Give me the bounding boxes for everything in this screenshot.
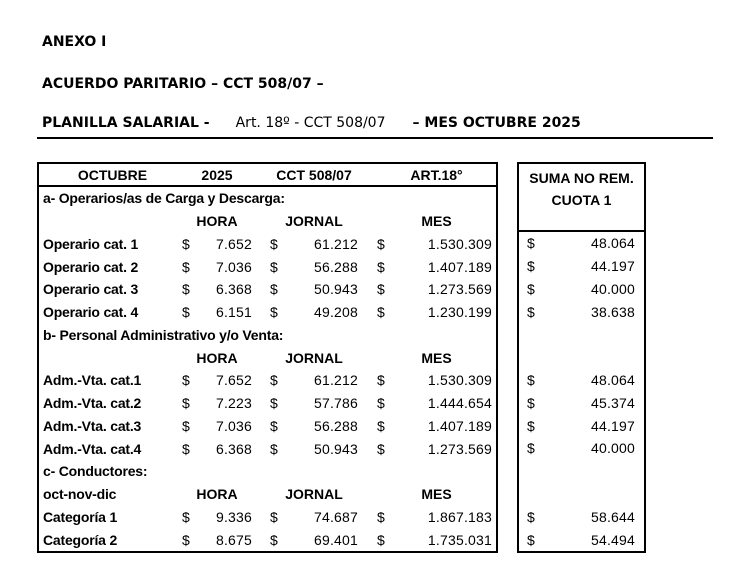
currency-symbol: $ <box>270 417 278 434</box>
currency-symbol: $ <box>377 258 385 275</box>
currency-symbol: $ <box>182 531 190 548</box>
cuota-row <box>519 392 644 415</box>
subheader-row-c <box>39 483 496 506</box>
cuota-row <box>519 437 644 460</box>
cuota-value: 54.494 <box>590 531 635 548</box>
hora-value: 6.151 <box>215 304 252 321</box>
currency-symbol: $ <box>527 440 535 457</box>
row-label: Categoría 2 <box>43 531 118 548</box>
currency-symbol: $ <box>270 395 278 412</box>
cuota-value: 48.064 <box>590 372 635 389</box>
col-label-jornal: JORNAL <box>285 349 343 366</box>
currency-symbol: $ <box>182 508 190 525</box>
currency-symbol: $ <box>182 440 190 457</box>
planilla-month: – MES OCTUBRE 2025 <box>412 115 581 131</box>
hora-value: 7.036 <box>215 258 252 275</box>
currency-symbol: $ <box>270 372 278 389</box>
header-octubre: OCTUBRE <box>77 166 148 183</box>
tables-area <box>37 162 697 553</box>
subheader-row-a <box>39 210 496 233</box>
currency-symbol: $ <box>377 304 385 321</box>
currency-symbol: $ <box>527 394 535 411</box>
header-art18: ART.18° <box>410 166 463 183</box>
cuota-value: 48.064 <box>590 235 635 252</box>
currency-symbol: $ <box>527 235 535 252</box>
currency-symbol: $ <box>182 304 190 321</box>
suma-no-rem-header <box>519 164 644 232</box>
hora-value: 7.036 <box>215 417 252 434</box>
mes-value: 1.273.569 <box>427 281 492 298</box>
currency-symbol: $ <box>270 235 278 252</box>
header-cct: CCT 508/07 <box>276 166 352 183</box>
col-label-mes: MES <box>421 349 452 366</box>
cuota-row <box>519 278 644 301</box>
cuota-row-empty <box>519 323 644 346</box>
row-label: Adm.-Vta. cat.1 <box>43 372 142 389</box>
currency-symbol: $ <box>377 417 385 434</box>
jornal-value: 69.401 <box>313 531 358 548</box>
cuota-1-title: CUOTA 1 <box>551 192 612 208</box>
row-label: Operario cat. 4 <box>43 304 139 321</box>
planilla-title: PLANILLA SALARIAL - <box>42 115 210 131</box>
currency-symbol: $ <box>527 258 535 275</box>
cuota-row <box>519 528 644 551</box>
col-label-hora: HORA <box>196 213 238 230</box>
currency-symbol: $ <box>270 440 278 457</box>
jornal-value: 49.208 <box>313 304 358 321</box>
currency-symbol: $ <box>527 531 535 548</box>
currency-symbol: $ <box>377 395 385 412</box>
jornal-value: 61.212 <box>313 235 358 252</box>
heading-acuerdo: ACUERDO PARITARIO – CCT 508/07 – <box>42 76 324 92</box>
cuota-value: 44.197 <box>590 417 635 434</box>
col-label-mes: MES <box>421 213 452 230</box>
currency-symbol: $ <box>527 280 535 297</box>
header-2025: 2025 <box>201 166 233 183</box>
currency-symbol: $ <box>182 235 190 252</box>
col-label-jornal: JORNAL <box>285 213 343 230</box>
mes-value: 1.230.199 <box>427 304 492 321</box>
section-row-a <box>39 187 496 210</box>
subheader-label-oct-nov-dic: oct-nov-dic <box>43 486 117 503</box>
row-label: Categoría 1 <box>43 508 118 525</box>
mes-value: 1.735.031 <box>427 531 492 548</box>
mes-value: 1.273.569 <box>427 440 492 457</box>
currency-symbol: $ <box>270 531 278 548</box>
mes-value: 1.530.309 <box>427 372 492 389</box>
jornal-value: 74.687 <box>313 508 358 525</box>
col-label-jornal: JORNAL <box>285 486 343 503</box>
currency-symbol: $ <box>182 417 190 434</box>
salary-row-admvta-4 <box>39 437 496 460</box>
section-label-c: c- Conductores: <box>43 463 148 480</box>
mes-value: 1.407.189 <box>427 258 492 275</box>
hora-value: 9.336 <box>215 508 252 525</box>
hora-value: 6.368 <box>215 281 252 298</box>
hora-value: 7.652 <box>215 235 252 252</box>
currency-symbol: $ <box>182 395 190 412</box>
mes-value: 1.530.309 <box>427 235 492 252</box>
hora-value: 7.223 <box>215 395 252 412</box>
cuota-row-empty <box>519 460 644 483</box>
subheader-row-b <box>39 346 496 369</box>
currency-symbol: $ <box>270 508 278 525</box>
suma-no-rem-table <box>517 162 646 553</box>
col-label-hora: HORA <box>196 486 238 503</box>
hora-value: 7.652 <box>215 372 252 389</box>
mes-value: 1.407.189 <box>427 417 492 434</box>
currency-symbol: $ <box>377 440 385 457</box>
currency-symbol: $ <box>270 304 278 321</box>
currency-symbol: $ <box>377 372 385 389</box>
hora-value: 8.675 <box>215 531 252 548</box>
currency-symbol: $ <box>527 417 535 434</box>
currency-symbol: $ <box>377 508 385 525</box>
row-label: Operario cat. 2 <box>43 258 139 275</box>
row-label: Operario cat. 3 <box>43 281 139 298</box>
salary-row-operario-1 <box>39 233 496 256</box>
row-label: Adm.-Vta. cat.4 <box>43 440 142 457</box>
currency-symbol: $ <box>527 508 535 525</box>
section-row-b <box>39 324 496 347</box>
cuota-row <box>519 255 644 278</box>
cuota-row <box>519 369 644 392</box>
currency-symbol: $ <box>270 258 278 275</box>
salary-row-categoria-1 <box>39 506 496 529</box>
currency-symbol: $ <box>527 372 535 389</box>
cuota-row-empty <box>519 483 644 506</box>
jornal-value: 57.786 <box>313 395 358 412</box>
heading-planilla <box>37 115 713 139</box>
cuota-row <box>519 300 644 323</box>
row-label: Adm.-Vta. cat.3 <box>43 417 142 434</box>
salary-table-header-row <box>39 164 496 187</box>
cuota-row <box>519 414 644 437</box>
row-label: Operario cat. 1 <box>43 235 139 252</box>
salary-table <box>37 162 498 553</box>
currency-symbol: $ <box>270 281 278 298</box>
row-label: Adm.-Vta. cat.2 <box>43 395 142 412</box>
salary-row-admvta-1 <box>39 369 496 392</box>
salary-row-admvta-2 <box>39 392 496 415</box>
jornal-value: 50.943 <box>313 281 358 298</box>
currency-symbol: $ <box>377 281 385 298</box>
cuota-row <box>519 232 644 255</box>
cuota-value: 38.638 <box>590 303 635 320</box>
currency-symbol: $ <box>182 372 190 389</box>
salary-row-categoria-2 <box>39 528 496 551</box>
hora-value: 6.368 <box>215 440 252 457</box>
section-label-b: b- Personal Administrativo y/o Venta: <box>43 326 284 343</box>
section-row-c <box>39 460 496 483</box>
jornal-value: 61.212 <box>313 372 358 389</box>
col-label-hora: HORA <box>196 349 238 366</box>
salary-row-operario-3 <box>39 278 496 301</box>
planilla-article: Art. 18º - CCT 508/07 <box>235 115 386 131</box>
salary-row-operario-2 <box>39 255 496 278</box>
mes-value: 1.444.654 <box>427 395 492 412</box>
cuota-value: 40.000 <box>590 280 635 297</box>
currency-symbol: $ <box>527 303 535 320</box>
cuota-value: 45.374 <box>590 394 635 411</box>
section-label-a: a- Operarios/as de Carga y Descarga: <box>43 190 285 207</box>
cuota-row <box>519 505 644 528</box>
cuota-value: 44.197 <box>590 258 635 275</box>
mes-value: 1.867.183 <box>427 508 492 525</box>
currency-symbol: $ <box>182 258 190 275</box>
heading-anexo: ANEXO I <box>42 34 107 50</box>
salary-row-admvta-3 <box>39 415 496 438</box>
cuota-value: 58.644 <box>590 508 635 525</box>
currency-symbol: $ <box>377 235 385 252</box>
cuota-value: 40.000 <box>590 440 635 457</box>
salary-row-operario-4 <box>39 301 496 324</box>
currency-symbol: $ <box>182 281 190 298</box>
suma-no-rem-title: SUMA NO REM. <box>529 170 634 186</box>
jornal-value: 50.943 <box>313 440 358 457</box>
currency-symbol: $ <box>377 531 385 548</box>
jornal-value: 56.288 <box>313 417 358 434</box>
cuota-row-empty <box>519 346 644 369</box>
col-label-mes: MES <box>421 486 452 503</box>
jornal-value: 56.288 <box>313 258 358 275</box>
